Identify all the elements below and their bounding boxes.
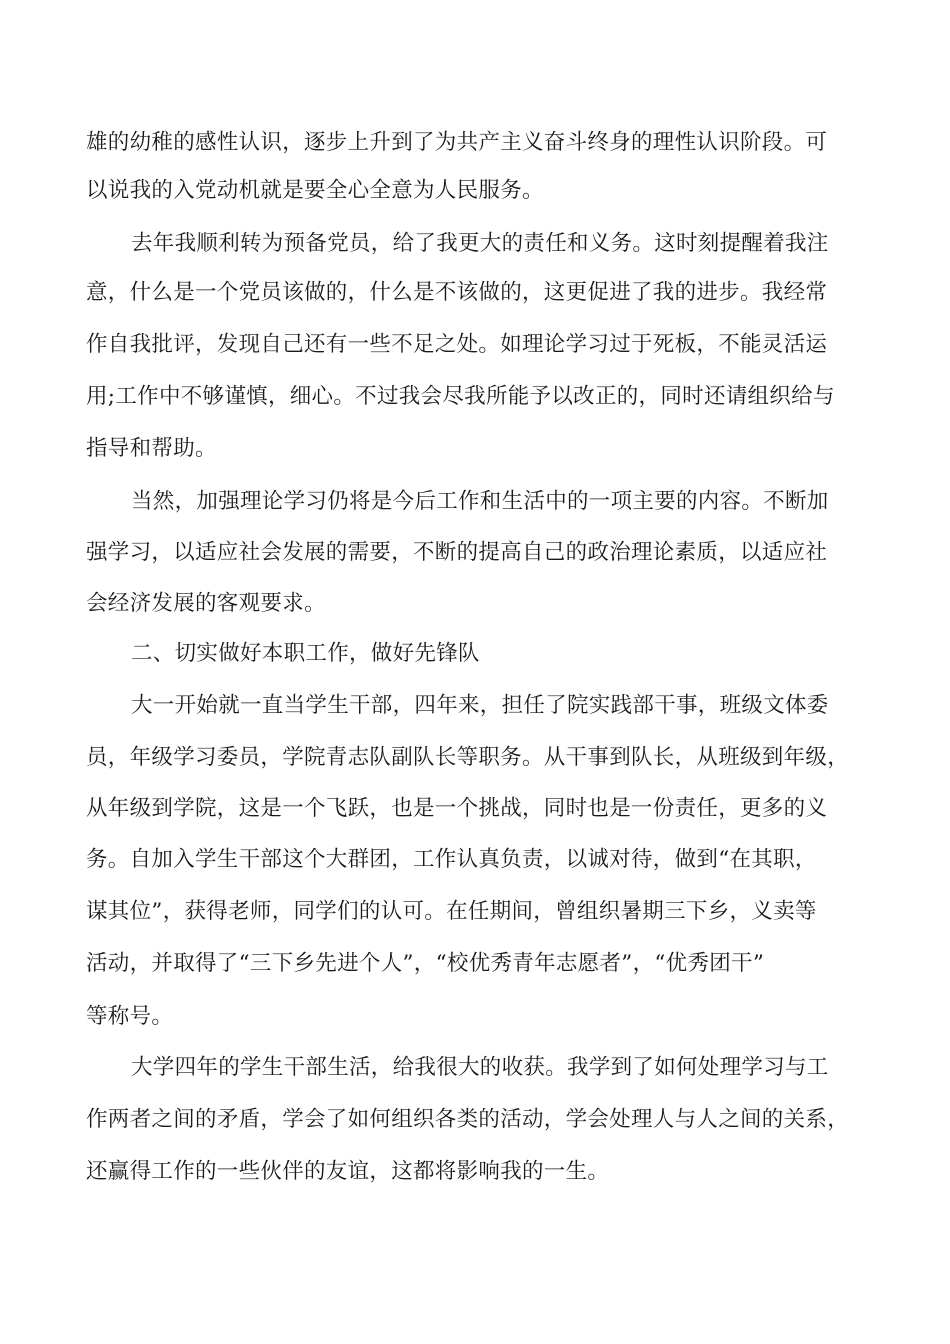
text-line: 用;工作中不够谨慎，细心。不过我会尽我所能予以改正的，同时还请组织给与: [86, 384, 835, 409]
text-line: 会经济发展的客观要求。: [86, 591, 326, 616]
text-line: 务。自加入学生干部这个大群团，工作认真负责，以诚对待，做到“在其职，: [86, 847, 817, 872]
text-line: 强学习，以适应社会发展的需要，不断的提高自己的政治理论素质，以适应社: [86, 540, 828, 565]
section-heading: 二、切实做好本职工作，做好先锋队: [131, 641, 480, 666]
text-line: 以说我的入党动机就是要全心全意为人民服务。: [86, 178, 544, 203]
text-line: 意，什么是一个党员该做的，什么是不该做的，这更促进了我的进步。我经常: [86, 280, 828, 305]
text-line: 作自我批评，发现自己还有一些不足之处。如理论学习过于死板，不能灵活运: [86, 332, 828, 357]
text-line: 员，年级学习委员，学院青志队副队长等职务。从干事到队长，从班级到年级，: [86, 745, 850, 770]
text-line: 谋其位”，获得老师，同学们的认可。在任期间，曾组织暑期三下乡，义卖等: [86, 899, 817, 924]
text-line: 活动，并取得了“三下乡先进个人”，“校优秀青年志愿者”，“优秀团干”: [86, 951, 765, 976]
paragraph-first-line: 大学四年的学生干部生活，给我很大的收获。我学到了如何处理学习与工: [131, 1055, 829, 1080]
text-line: 等称号。: [86, 1004, 174, 1029]
text-line: 作两者之间的矛盾，学会了如何组织各类的活动，学会处理人与人之间的关系，: [86, 1107, 850, 1132]
paragraph-first-line: 大一开始就一直当学生干部，四年来，担任了院实践部干事，班级文体委: [131, 693, 829, 718]
text-line: 指导和帮助。: [86, 436, 217, 461]
paragraph-first-line: 去年我顺利转为预备党员，给了我更大的责任和义务。这时刻提醒着我注: [131, 231, 829, 256]
paragraph-first-line: 当然，加强理论学习仍将是今后工作和生活中的一项主要的内容。不断加: [131, 489, 829, 514]
text-line: 还赢得工作的一些伙伴的友谊，这都将影响我的一生。: [86, 1159, 610, 1184]
text-line: 从年级到学院，这是一个飞跃，也是一个挑战，同时也是一份责任，更多的义: [86, 796, 828, 821]
text-line: 雄的幼稚的感性认识，逐步上升到了为共产主义奋斗终身的理性认识阶段。可: [86, 130, 828, 155]
